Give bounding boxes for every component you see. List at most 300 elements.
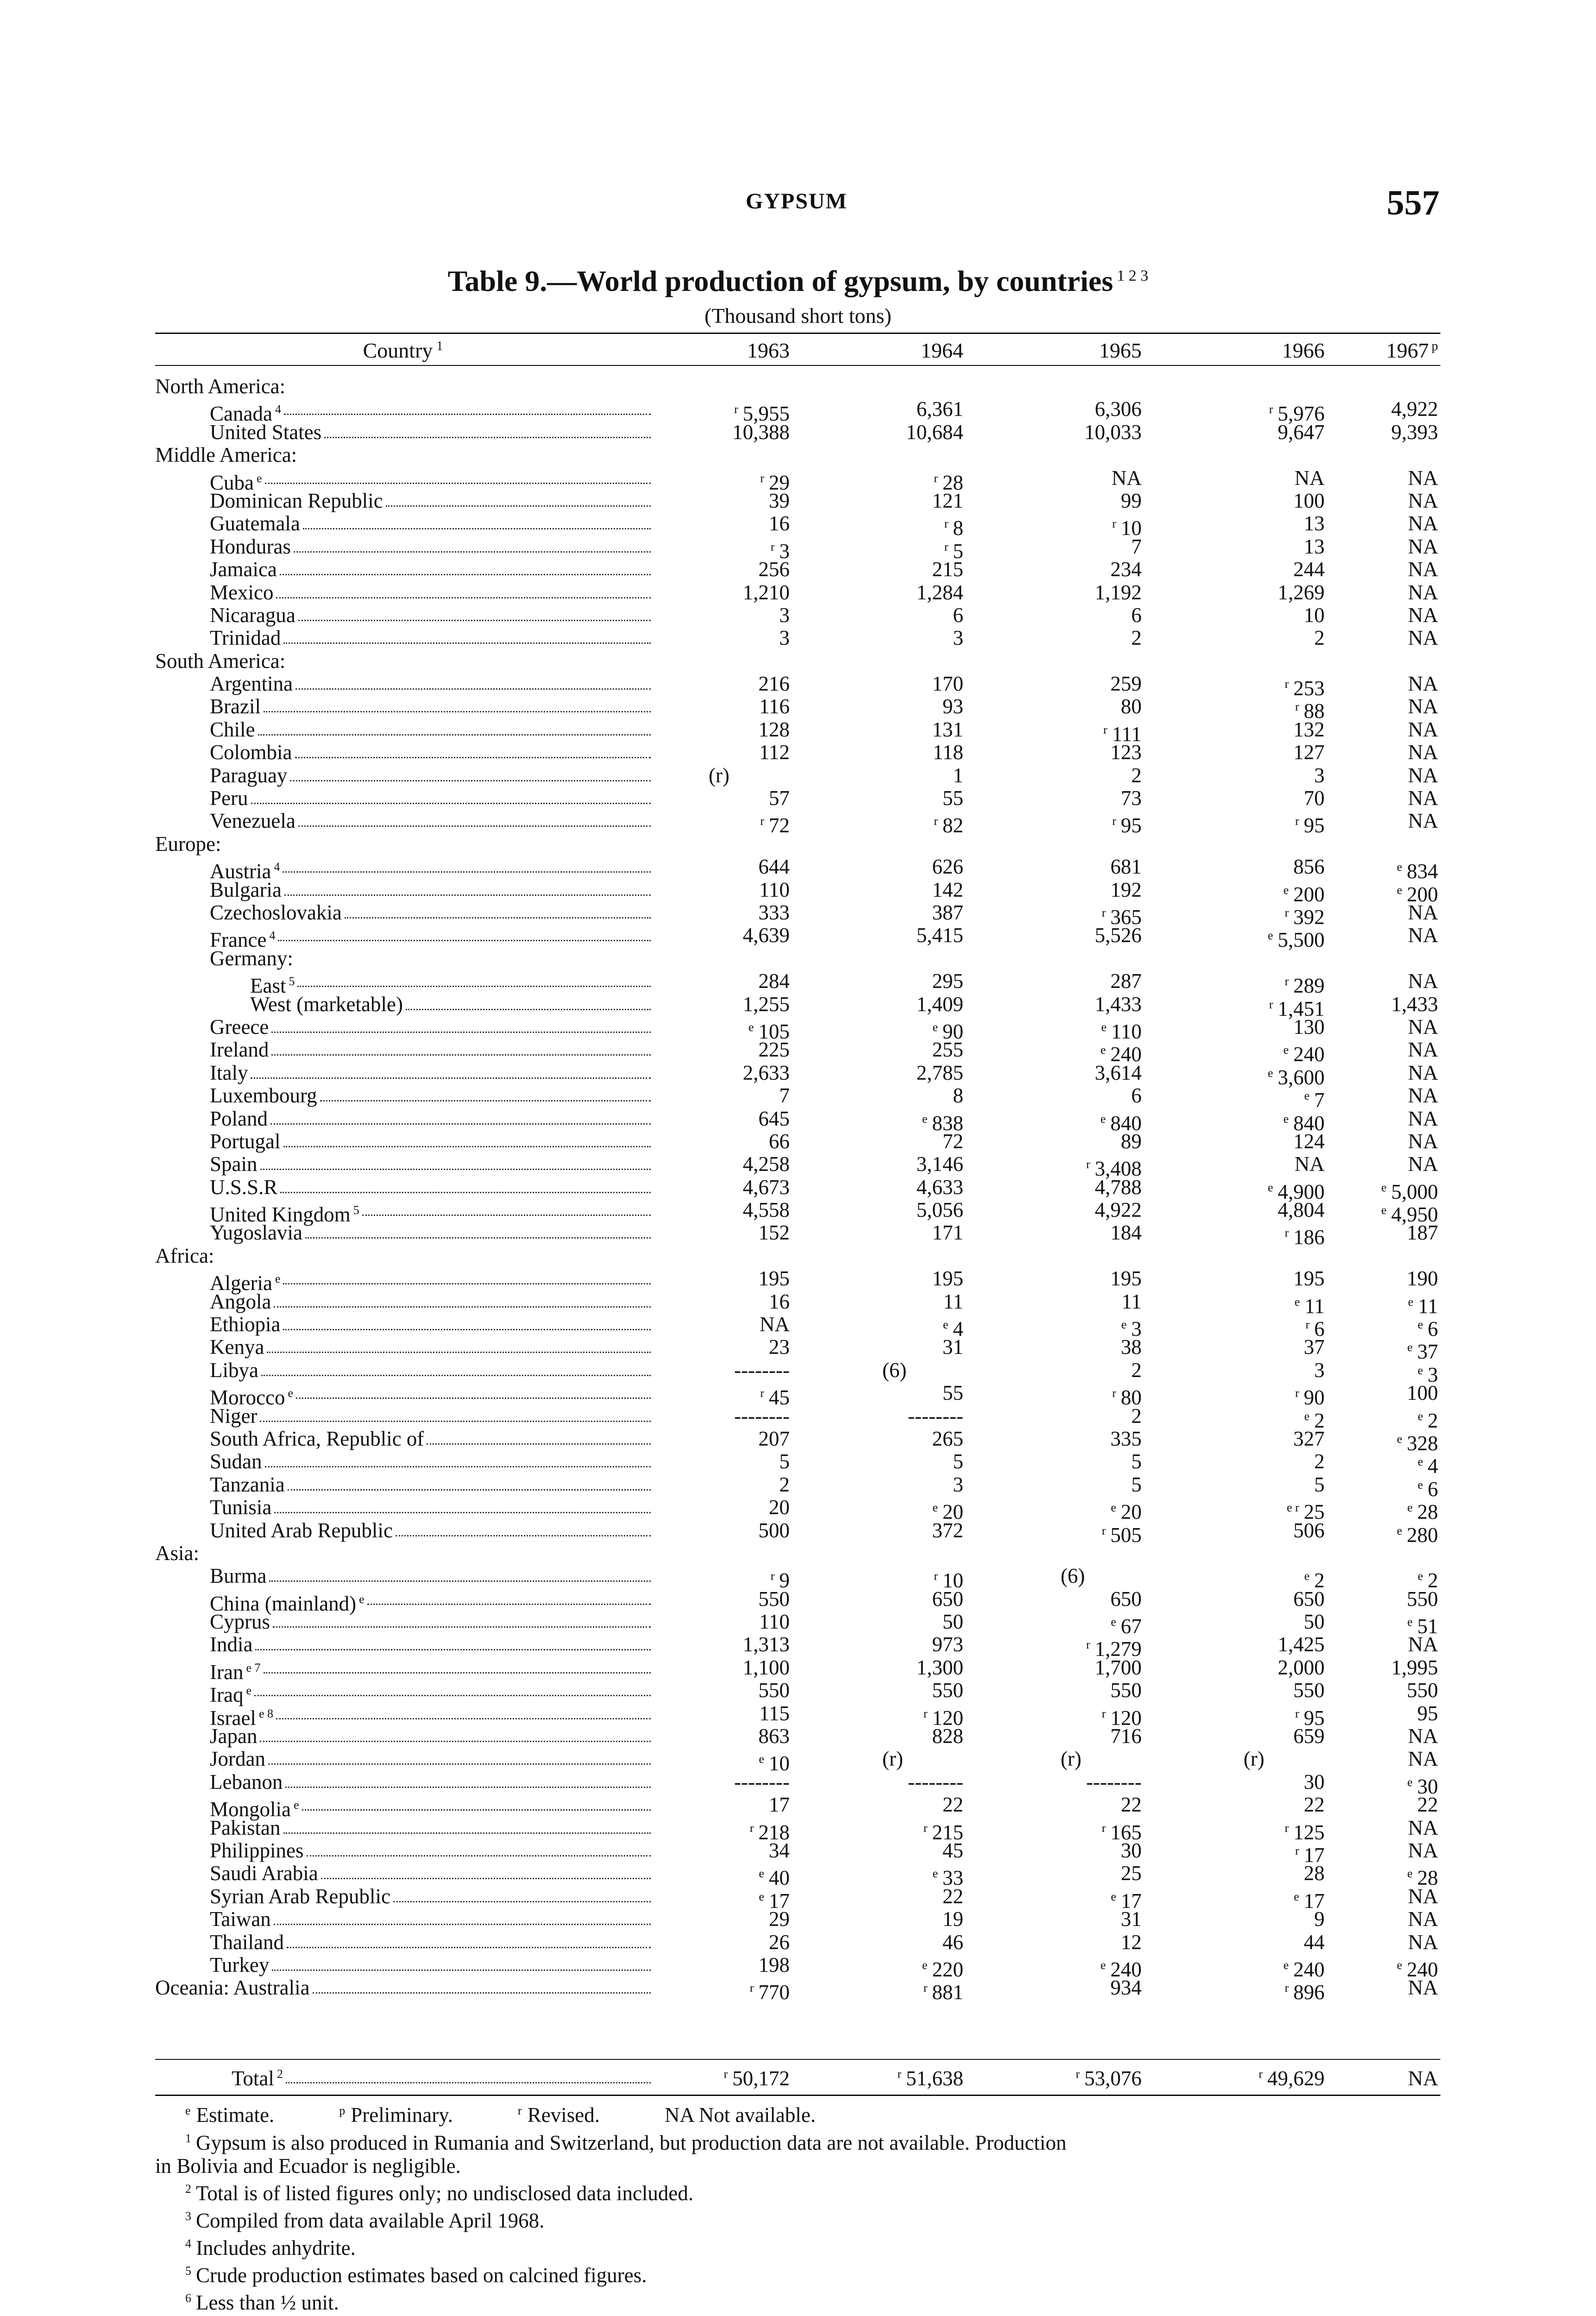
table-row (155, 764, 1440, 787)
cell-mark: e (1283, 1958, 1289, 1972)
cell-value: 256 (758, 558, 790, 581)
cell-value: 1,300 (916, 1655, 963, 1679)
table-cell (1313, 1084, 1438, 1107)
cell-value: 6,361 (916, 397, 963, 421)
cell-value: 6 (953, 603, 963, 627)
cell-value: 626 (932, 855, 963, 879)
table-row (155, 1404, 1440, 1432)
cell-value: 335 (1110, 1427, 1142, 1450)
table-cell (1017, 1221, 1142, 1244)
cell-value: 240 (1110, 1043, 1142, 1066)
country-name: China (mainland) (210, 1592, 357, 1615)
cell-mark: e (1304, 1409, 1310, 1423)
dot-leader (307, 1855, 651, 1857)
country-label (210, 1473, 285, 1496)
table-row (155, 1015, 1440, 1043)
country-name: Paraguay (210, 763, 288, 787)
cell-value: 20 (1121, 1500, 1142, 1524)
cell-value: 216 (758, 672, 790, 696)
dot-leader (283, 642, 651, 644)
cell-value: NA (1408, 1747, 1438, 1771)
country-label (210, 1130, 281, 1153)
cell-mark: e (1408, 1295, 1414, 1309)
country-name: Asia: (155, 1541, 199, 1565)
table-cell (665, 879, 790, 901)
cell-mark: r (1284, 975, 1289, 988)
cell-value: NA (1408, 1107, 1438, 1130)
cell-value: 70 (1304, 787, 1325, 810)
country-name: Turkey (210, 1953, 270, 1976)
table-cell (1200, 1588, 1325, 1611)
cell-value: (r) (709, 763, 729, 787)
cell-value: 215 (932, 1820, 963, 1844)
table-cell (1017, 673, 1142, 695)
dot-leader (276, 1718, 651, 1719)
country-label (155, 650, 285, 673)
table-cell (1200, 2066, 1325, 2090)
table-cell (838, 1450, 963, 1473)
cell-value: 840 (1110, 1111, 1142, 1135)
table-row (155, 1610, 1440, 1638)
cell-value: -------- (908, 1404, 963, 1428)
cell-value: 4,558 (742, 1198, 790, 1222)
country-name: Luxembourg (210, 1084, 317, 1108)
country-name: Burma (210, 1564, 267, 1588)
dot-leader (345, 917, 651, 919)
table-row (155, 924, 1440, 952)
cell-value: 195 (758, 1267, 790, 1290)
column-header-row (155, 334, 1440, 363)
cell-value: 50 (943, 1610, 963, 1634)
country-ref: e (288, 1386, 293, 1400)
cell-mark: r (749, 1821, 754, 1835)
dot-leader (278, 940, 651, 941)
country-ref: e (246, 1684, 251, 1698)
footnote-number: 4 (185, 2237, 191, 2250)
cell-mark: e (943, 1318, 949, 1332)
country-label (210, 1336, 264, 1359)
cell-value: 5 (779, 1450, 790, 1473)
cell-mark: e (1417, 1318, 1423, 1332)
dot-leader (283, 1832, 651, 1834)
country-label (210, 1931, 284, 1954)
cell-value: 5,976 (1277, 402, 1325, 426)
cell-value: NA (1408, 489, 1438, 512)
footnote (155, 2205, 1440, 2232)
country-label (210, 810, 295, 832)
cell-mark: r (1075, 2067, 1080, 2081)
total-text: Total (232, 2067, 274, 2090)
table-cell (1200, 1473, 1325, 1496)
cell-mark: r (760, 471, 764, 485)
table-cell (1200, 1976, 1325, 2004)
table-cell (665, 741, 790, 764)
table-cell (1313, 810, 1438, 832)
table-cell (838, 1611, 963, 1633)
dot-leader (294, 551, 651, 553)
cell-mark: r (1112, 1386, 1116, 1400)
country-label (210, 627, 281, 649)
table-row (155, 1290, 1440, 1318)
table-row (155, 947, 1440, 970)
table-cell (1200, 1794, 1325, 1816)
table-cell (665, 1336, 790, 1359)
table-cell (838, 1176, 963, 1199)
cell-value: 95 (1417, 1701, 1438, 1725)
cell-value: 387 (932, 900, 963, 924)
cell-mark: e (1121, 1318, 1127, 1332)
dot-leader (251, 803, 651, 804)
table-cell (1017, 1176, 1142, 1199)
country-name: United States (210, 420, 322, 444)
column-header-1963: 1963 (747, 339, 790, 362)
table-cell (1313, 1038, 1438, 1061)
table-cell (1017, 1405, 1142, 1428)
table-cell (838, 490, 963, 512)
cell-value: 28 (1417, 1500, 1438, 1524)
table-cell (1200, 1267, 1325, 1290)
cell-mark: e (1381, 1203, 1387, 1217)
table-cell (1313, 695, 1438, 718)
cell-mark: e (1396, 1432, 1402, 1446)
table-cell (665, 512, 790, 535)
cell-value: 207 (758, 1427, 790, 1450)
dot-leader (283, 1329, 651, 1330)
table-cell (1017, 1771, 1142, 1794)
cell-value: 132 (1293, 717, 1325, 741)
cell-value: 856 (1293, 855, 1325, 879)
cell-value: 198 (758, 1953, 790, 1976)
cell-value: 506 (1293, 1518, 1325, 1542)
table-cell (1200, 1130, 1325, 1153)
table-cell (1313, 1931, 1438, 1954)
table-cell (665, 1839, 790, 1862)
table-row (155, 1770, 1440, 1798)
cell-value: 82 (943, 814, 963, 837)
cell-value: 95 (1121, 814, 1142, 837)
cell-value: 240 (1110, 1957, 1142, 1981)
table-cell (665, 1038, 790, 1061)
cell-value: 2 (1427, 1409, 1438, 1432)
table-cell (838, 695, 963, 718)
table-row (155, 1358, 1440, 1386)
dot-leader (286, 2082, 651, 2083)
table-cell (1200, 604, 1325, 627)
cell-mark: e (1396, 1958, 1402, 1972)
cell-value: 30 (1304, 1770, 1325, 1794)
table-cell (838, 1153, 963, 1176)
country-ref: e (294, 1798, 299, 1812)
table-row (155, 1725, 1440, 1748)
footnote-text: Includes anhydrite. (196, 2236, 356, 2259)
table-cell (665, 901, 790, 924)
cell-value: 289 (1293, 974, 1325, 998)
table-row (155, 490, 1440, 512)
dot-leader (321, 1878, 651, 1879)
cell-mark: r (1269, 403, 1273, 416)
header-bottom-rule (155, 365, 1440, 366)
cell-mark: r (934, 471, 938, 485)
country-label (155, 444, 297, 466)
table-row (155, 1931, 1440, 1954)
country-name: Kenya (210, 1335, 264, 1359)
cell-mark: e (1283, 1112, 1289, 1126)
table-cell (665, 1473, 790, 1496)
dot-leader (283, 1283, 651, 1284)
table-cell (1200, 490, 1325, 512)
dot-leader (320, 1100, 651, 1101)
table-cell (665, 1313, 790, 1336)
table-title (0, 264, 1596, 298)
country-name: Cuba (210, 471, 254, 494)
table-cell (1017, 1588, 1142, 1611)
dot-leader (298, 620, 651, 621)
cell-value: 550 (932, 1679, 963, 1702)
cell-value: 4,633 (916, 1175, 963, 1199)
dot-leader (290, 780, 651, 781)
country-label (210, 1954, 269, 1976)
cell-value: 28 (943, 471, 963, 494)
cell-value: 8 (953, 516, 963, 540)
cell-mark: r (923, 1981, 928, 1995)
cell-value: 11 (1418, 1294, 1438, 1318)
cell-value: 10 (1304, 603, 1325, 627)
country-name: Yugoslavia (210, 1221, 302, 1245)
cell-value: 4,922 (1391, 397, 1438, 421)
cell-value: 142 (932, 878, 963, 901)
table-cell (1313, 1062, 1438, 1084)
cell-value: NA (1408, 558, 1438, 581)
country-name: Morocco (210, 1386, 285, 1410)
table-row (155, 1267, 1440, 1295)
dot-leader (265, 483, 651, 484)
country-name: United Kingdom (210, 1203, 351, 1227)
cell-value: 31 (943, 1335, 963, 1359)
cell-mark: r (923, 1821, 928, 1835)
country-label (210, 1428, 424, 1450)
cell-value: 31 (1121, 1907, 1142, 1931)
cell-value: NA (1408, 763, 1438, 787)
dot-leader (274, 1512, 651, 1513)
footnote (155, 2178, 1440, 2205)
cell-value: 55 (943, 1381, 963, 1405)
dot-leader (274, 1924, 651, 1925)
table-cell (1200, 1359, 1325, 1382)
cell-value: 30 (1121, 1839, 1142, 1862)
table-cell (1200, 856, 1325, 878)
table-cell (1313, 1679, 1438, 1702)
country-ref: 4 (275, 403, 281, 416)
cell-value: NA (1408, 1839, 1438, 1862)
cell-value: 22 (943, 1884, 963, 1908)
table-cell (1200, 1016, 1325, 1038)
cell-mark: r (1284, 1226, 1289, 1240)
cell-value: 365 (1110, 905, 1142, 929)
country-label (210, 764, 287, 787)
dot-leader (269, 1580, 651, 1582)
legend-item (518, 2103, 632, 2127)
cell-value: 121 (932, 489, 963, 512)
cell-value: 57 (769, 787, 790, 810)
dot-leader (274, 1306, 651, 1308)
table-cell (665, 764, 834, 787)
table-cell (1313, 673, 1438, 695)
table-bottom-rule (155, 2095, 1440, 2096)
cell-value: 3 (1131, 1317, 1142, 1341)
country-label (210, 1359, 258, 1382)
country-label (210, 1817, 281, 1839)
cell-value: 5 (953, 1450, 963, 1473)
cell-mark: e (1407, 1501, 1413, 1515)
country-label (210, 1725, 257, 1748)
table-row (155, 900, 1440, 929)
cell-value: 1,255 (742, 992, 790, 1016)
cell-mark: e (1381, 1180, 1387, 1194)
dot-leader (280, 574, 651, 575)
cell-value: 1,284 (916, 580, 963, 604)
cell-value: 28 (1417, 1866, 1438, 1890)
country-label (210, 1038, 269, 1061)
cell-mark: r (1284, 677, 1289, 691)
cell-value: 11 (943, 1290, 963, 1313)
country-label (155, 1542, 199, 1565)
dot-leader (295, 757, 651, 758)
cell-value: 10 (943, 1569, 963, 1592)
cell-value: 17 (1304, 1889, 1325, 1913)
table-cell (665, 718, 790, 741)
dot-leader (386, 505, 651, 507)
dot-leader (255, 1649, 651, 1650)
country-label (210, 1839, 304, 1862)
table-cell (1313, 1839, 1438, 1862)
table-cell (838, 1931, 963, 1954)
cell-value: 327 (1293, 1427, 1325, 1450)
country-name: Iran (210, 1660, 244, 1684)
cell-value: 4,922 (1094, 1198, 1142, 1222)
table-row (155, 581, 1440, 604)
dot-leader (264, 1672, 651, 1674)
cell-value: NA (1408, 787, 1438, 810)
table-cell (838, 1221, 963, 1244)
cell-value: 187 (1407, 1221, 1438, 1245)
country-name: Portugal (210, 1129, 281, 1153)
country-label (210, 1313, 280, 1336)
cell-value: 934 (1110, 1976, 1142, 2000)
cell-value: 328 (1407, 1431, 1438, 1455)
cell-value: 550 (758, 1587, 790, 1611)
cell-mark: r (1284, 1821, 1289, 1835)
country-label (210, 1565, 266, 1587)
cell-value: 192 (1110, 878, 1142, 901)
country-name: Canada (210, 402, 272, 426)
cell-value: 550 (1407, 1679, 1438, 1702)
table-row (155, 421, 1440, 444)
dot-leader (258, 734, 651, 736)
country-name: Jamaica (210, 558, 277, 581)
table-cell (1313, 1976, 1438, 1999)
cell-value: 45 (769, 1386, 790, 1410)
cell-value: 95 (1304, 814, 1325, 837)
country-name: East (250, 974, 286, 998)
table-cell (838, 764, 963, 787)
dot-leader (297, 986, 651, 987)
dot-leader (296, 1397, 651, 1399)
cell-value: -------- (734, 1404, 790, 1428)
cell-mark: e (1268, 1066, 1273, 1080)
cell-mark: r (1295, 1386, 1299, 1400)
country-label (210, 581, 273, 604)
table-cell (1313, 993, 1438, 1016)
cell-value: 1,433 (1391, 992, 1438, 1016)
table-cell (1017, 558, 1142, 581)
cell-value: 195 (932, 1267, 963, 1290)
cell-value: 25 (1121, 1862, 1142, 1885)
cell-value: 4,258 (742, 1152, 790, 1176)
cell-value: NA (1112, 466, 1142, 490)
cell-value: 13 (1304, 512, 1325, 535)
country-label (210, 1611, 270, 1633)
table-cell (665, 1267, 790, 1290)
table-cell (1313, 535, 1438, 558)
cell-value: 6 (1314, 1317, 1325, 1341)
cell-value: 6 (1427, 1477, 1438, 1501)
country-name: Italy (210, 1061, 248, 1084)
country-name: Libya (210, 1358, 258, 1382)
country-name: Mexico (210, 580, 274, 604)
table-cell (1017, 879, 1142, 901)
table-cell (1200, 1611, 1325, 1633)
table-cell (1200, 1679, 1325, 1702)
country-ref: 5 (289, 975, 295, 988)
cell-mark: r (770, 1569, 775, 1583)
cell-value: 20 (769, 1496, 790, 1519)
cell-value: 716 (1110, 1724, 1142, 1748)
table-cell (1017, 1565, 1186, 1587)
country-label (210, 558, 277, 581)
cell-value: 120 (932, 1706, 963, 1730)
cell-value: NA (1408, 1907, 1438, 1931)
cell-value: 4,950 (1391, 1203, 1438, 1227)
cell-value: 5,056 (916, 1198, 963, 1222)
table-row (155, 1564, 1440, 1592)
dot-leader (280, 1192, 651, 1193)
cell-value: NA (1408, 717, 1438, 741)
table-cell (838, 1725, 963, 1748)
cell-value: 550 (1293, 1679, 1325, 1702)
table-cell (1313, 467, 1438, 490)
cell-mark: r (1101, 1706, 1106, 1720)
cell-value: 1,700 (1094, 1655, 1142, 1679)
country-name: Greece (210, 1015, 269, 1038)
page-number: 557 (1387, 183, 1439, 222)
cell-value: 25 (1304, 1500, 1325, 1524)
table-cell (838, 1748, 1007, 1770)
cell-value: 2 (1314, 1450, 1325, 1473)
cell-mark: e (1396, 883, 1402, 897)
cell-value: (r) (882, 1747, 903, 1771)
table-cell (1200, 1656, 1325, 1679)
table-row (155, 1175, 1440, 1203)
cell-value: 12 (1121, 1930, 1142, 1954)
table-row (155, 855, 1440, 883)
table-cell (665, 490, 790, 512)
cell-value: 130 (1293, 1015, 1325, 1038)
cell-value: NA (1408, 924, 1438, 947)
country-label (210, 1771, 283, 1794)
dot-leader (298, 825, 651, 827)
cell-mark: r (1269, 997, 1273, 1011)
cell-value: 195 (1110, 1267, 1142, 1290)
